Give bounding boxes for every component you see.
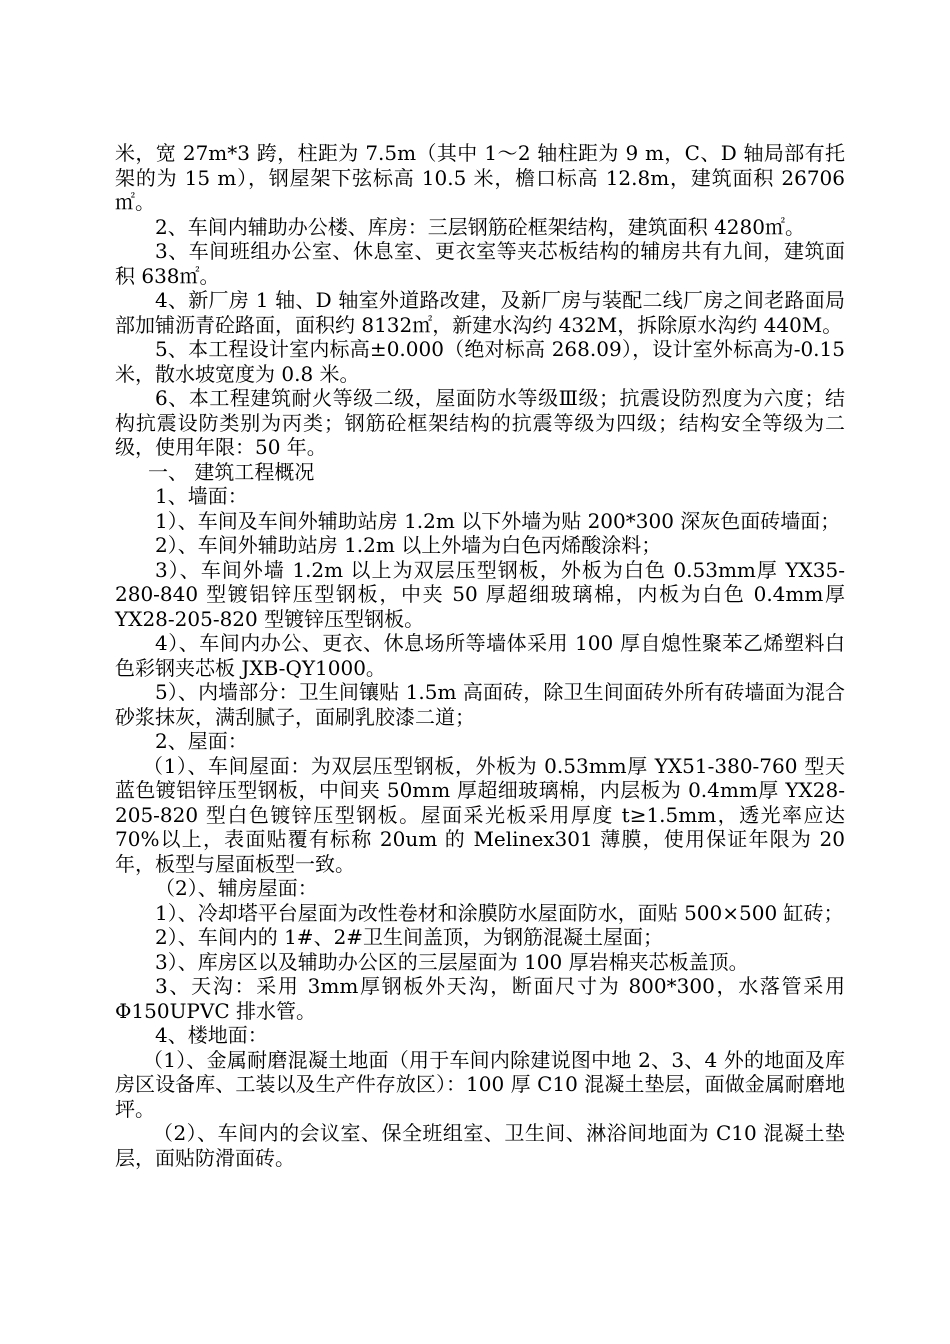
wall-item-5: 5）、内墙部分：卫生间镶贴 1.5m 高面砖，除卫生间面砖外所有砖墙面为混合砂浆抹灰，满刮腻子，面刷乳胶漆二道； bbox=[115, 680, 845, 729]
paragraph-item-6: 6、本工程建筑耐火等级二级，屋面防水等级Ⅲ级；抗震设防烈度为六度；结构抗震设防类别为丙类；钢筋砼框架结构的抗震等级为四级；结构安全等级为二级，使用年限：50 年。 bbox=[115, 386, 845, 459]
wall-item-4: 4）、车间内办公、更衣、休息场所等墙体采用 100 厚自熄性聚苯乙烯塑料白色彩钢夹芯板 JXB-QY1000。 bbox=[115, 631, 845, 680]
roof-subitem-3: 3）、库房区以及辅助办公区的三层屋面为 100 厚岩棉夹芯板盖顶。 bbox=[155, 949, 749, 974]
paragraph-item-5: 5、本工程设计室内标高±0.000（绝对标高 268.09），设计室外标高为-0.15 米，散水坡宽度为 0.8 米。 bbox=[115, 337, 845, 386]
section-heading-overview: 一、 建筑工程概况 bbox=[148, 459, 315, 484]
paragraph-item-2: 2、车间内辅助办公楼、库房：三层钢筋砼框架结构，建筑面积 4280㎡。 bbox=[155, 214, 805, 239]
roof-subitem-2: 2）、车间内的 1#、2#卫生间盖顶，为钢筋混凝土屋面； bbox=[155, 925, 664, 949]
floor-item-2: （2）、车间内的会议室、保全班组室、卫生间、淋浴间地面为 C10 混凝土垫层，面贴防滑面砖。 bbox=[115, 1121, 845, 1170]
roof-item-2-heading: （2）、辅房屋面： bbox=[155, 876, 318, 900]
paragraph-building-dimensions: 米，宽 27m*3 跨，柱距为 7.5m（其中 1～2 轴柱距为 9 m，C、D 轴局部有托架的为 15 m），钢屋架下弦标高 10.5 米，檐口标高 12.8m，建筑面积 26706㎡。 bbox=[115, 141, 845, 214]
subheading-wall: 1、墙面： bbox=[155, 484, 248, 508]
paragraph-item-4: 4、新厂房 1 轴、D 轴室外道路改建，及新厂房与装配二线厂房之间老路面局部加铺沥青砼路面，面积约 8132㎡，新建水沟约 432M，拆除原水沟约 440M。 bbox=[115, 288, 845, 337]
subheading-floor: 4、楼地面： bbox=[155, 1023, 268, 1047]
paragraph-item-3: 3、车间班组办公室、休息室、更衣室等夹芯板结构的辅房共有九间，建筑面积 638㎡。 bbox=[115, 239, 845, 288]
floor-item-1: （1）、金属耐磨混凝土地面（用于车间内除建说图中地 2、3、4 外的地面及库房区设备库、工装以及生产件存放区）：100 厚 C10 混凝土垫层，面做金属耐磨地坪。 bbox=[115, 1047, 845, 1121]
subheading-gutter: 3、天沟：采用 3mm厚钢板外天沟，断面尺寸为 800*300，水落管采用Φ150UPVC 排水管。 bbox=[115, 974, 845, 1023]
document-page bbox=[115, 141, 845, 1170]
roof-item-1: （1）、车间屋面：为双层压型钢板，外板为 0.53mm厚 YX51-380-760 型天蓝色镀铝锌压型钢板，中间夹 50mm 厚超细玻璃棉，内层板为 0.4mm厚 YX28-205-820 型白色镀锌压型钢板。屋面采光板采用厚度 t≥1.5mm，透光率应达 70%以上，表面贴覆有标称 20um 的 Melinex301 薄膜，使用保证年限为 20 年，板型与屋面板型一致。 bbox=[115, 753, 845, 876]
subheading-roof: 2、屋面： bbox=[155, 729, 248, 753]
wall-item-1: 1）、车间及车间外辅助站房 1.2m 以下外墙为贴 200*300 深灰色面砖墙面； bbox=[155, 508, 841, 533]
wall-item-2: 2）、车间外辅助站房 1.2m 以上外墙为白色丙烯酸涂料； bbox=[155, 533, 662, 557]
roof-subitem-1: 1）、冷却塔平台屋面为改性卷材和涂膜防水屋面防水，面贴 500×500 缸砖； bbox=[155, 900, 844, 925]
wall-item-3: 3）、车间外墙 1.2m 以上为双层压型钢板，外板为白色 0.53mm厚 YX35-280-840 型镀铝锌压型钢板，中夹 50 厚超细玻璃棉，内板为白色 0.4mm厚 YX28-205-820 型镀锌压型钢板。 bbox=[115, 557, 845, 631]
